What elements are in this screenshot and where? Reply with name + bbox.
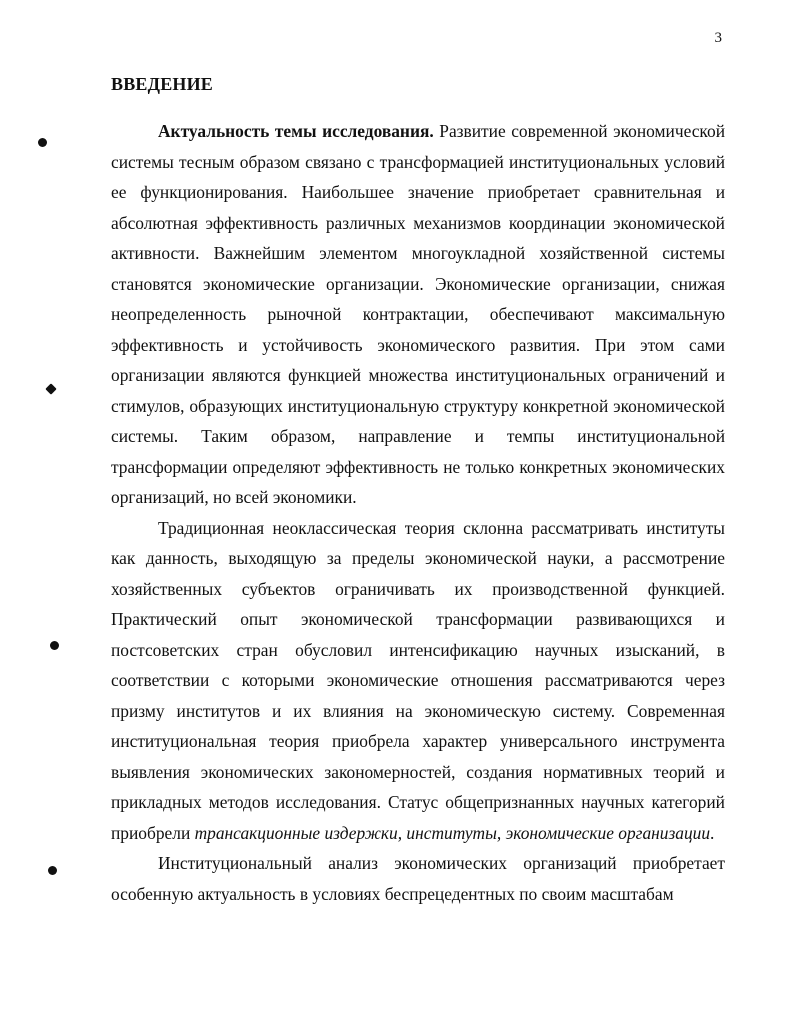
paragraph-relevance bbox=[111, 116, 725, 513]
punch-hole-mark bbox=[38, 138, 47, 147]
paragraph-analysis bbox=[111, 848, 725, 909]
page-number: 3 bbox=[714, 30, 722, 46]
punch-hole-mark bbox=[50, 641, 59, 650]
paragraph-text: Традиционная неоклассическая теория склонна рассматривать институты как данность, выходящую за пределы экономической науки, а рассмотрение хозяйственных субъектов ограничивать их производственной функцией. Практический опыт экономической трансформации развивающихся и постсоветских стран обусловил интенсификацию научных изысканий, в соответствии с которыми экономические отношения рассматриваются через призму институтов и их влияния на экономическую систему. Современная институциональная теория приобрела характер универсального инструмента выявления экономических закономерностей, создания нормативных теорий и прикладных методов исследования. Статус общепризнанных научных категорий приобрели bbox=[111, 517, 725, 843]
page-title: ВВЕДЕНИЕ bbox=[111, 74, 214, 94]
paragraph-text: Институциональный анализ экономических организаций приобретает особенную актуальность в условиях беспрецедентных по своим масштабам bbox=[111, 853, 725, 904]
paragraph-tail: . bbox=[710, 822, 715, 843]
paragraph-text: Развитие современной экономической системы тесным образом связано с трансформацией институциональных условий ее функционирования. Наибольшее значение приобретает сравнительная и абсолютная эффективность различных механизмов координации экономической активности. Важнейшим элементом многоукладной хозяйственной системы становятся экономические организации. Экономические организации, снижая неопределенность рыночной контрактации, обеспечивают максимальную эффективность и устойчивость экономического развития. При этом сами организации являются функцией множества институциональных ограничений и стимулов, образующих институциональную структуру конкретной экономической системы. Таким образом, направление и темпы институциональной трансформации определяют эффективность не только конкретных экономических организаций, но всей экономики. bbox=[111, 121, 726, 507]
paragraph-italic-terms: трансакционные издержки, институты, экономические организации bbox=[194, 822, 711, 843]
body-text bbox=[111, 116, 725, 909]
paragraph-theory bbox=[111, 513, 725, 849]
paragraph-lead: Актуальность темы исследования. bbox=[158, 121, 434, 141]
punch-hole-mark bbox=[48, 866, 57, 875]
punch-hole-mark bbox=[45, 383, 56, 394]
